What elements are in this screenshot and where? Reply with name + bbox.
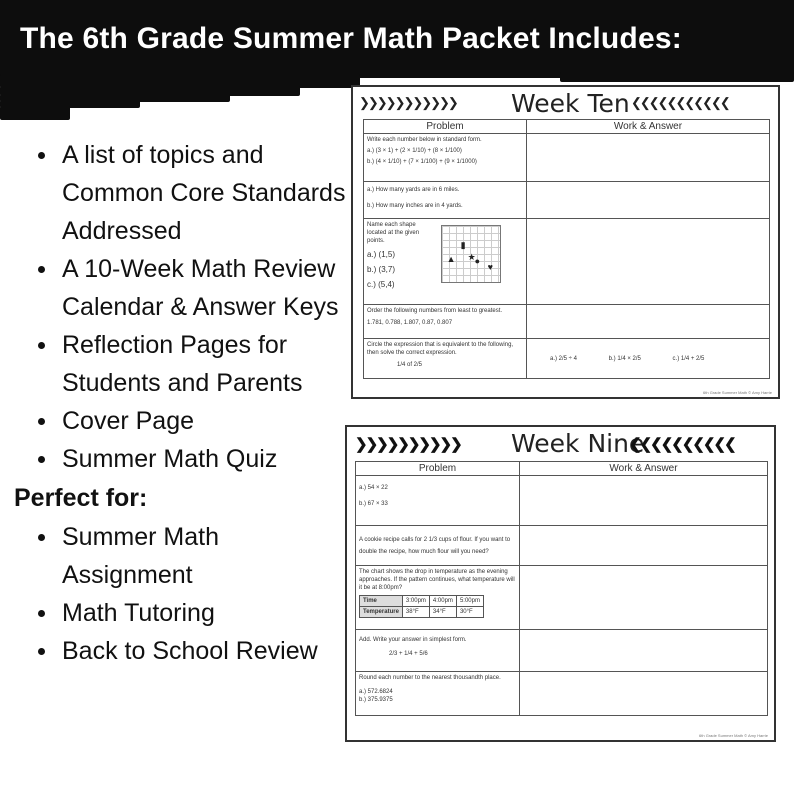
work-cell[interactable] [527,219,770,305]
problem-cell: Round each number to the nearest thousandth place. a.) 572.6824 b.) 375.9375 [356,672,520,716]
column-header-problem: Problem [356,462,520,476]
column-header-work: Work & Answer [527,120,770,134]
problem-cell: Name each shape located at the given points. a.) (1,5) b.) (3,7) c.) (5,4) ▲ ▮ ★ ● ♥ [364,219,527,305]
bullet-icon [38,266,45,273]
work-cell[interactable] [520,672,768,716]
worksheet-week-nine [345,425,776,742]
worksheet-header [347,427,774,461]
rectangle-icon: ▮ [460,240,466,250]
worksheet-title: Week Nine [511,429,645,458]
bullet-icon [38,418,45,425]
worksheet-title: Week Ten [511,89,630,118]
feature-list [16,136,351,670]
problem-cell: The chart shows the drop in temperature as the evening approaches. If the pattern continues, what temperature will it be at 8:00pm? Time 3:00pm 4:00pm 5:00pm Temperature 38°F 34°F 30°F [356,566,520,630]
bullet-icon [38,152,45,159]
list-item: Summer Math Assignment [16,518,351,594]
brush-stroke [0,106,70,120]
chevron-right-icon: ❯❯❯❯❯❯❯❯❯❯ [355,436,461,453]
list-item: Cover Page [16,402,351,440]
coordinate-grid [441,225,501,283]
problem-table [363,119,770,379]
bullet-icon [38,456,45,463]
bullet-icon [38,610,45,617]
problem-cell: Write each number below in standard form. a.) (3 × 1) + (2 × 1/10) + (8 × 1/100) b.) (4 × 1/10) + (7 × 1/100) + (9 × 1/1000) [364,134,527,182]
bullet-icon [38,534,45,541]
perfect-for-heading: Perfect for: [14,484,148,512]
list-item: Reflection Pages for Students and Parents [16,326,351,402]
list-item: A list of topics and Common Core Standards Addressed [16,136,351,250]
list-item: Summer Math Quiz [16,440,351,478]
work-cell[interactable] [520,566,768,630]
worksheet-footer: 6th Grade Summer Math © Amy Harrie [703,390,772,395]
worksheet-footer: 6th Grade Summer Math © Amy Harrie [699,733,768,738]
column-header-problem: Problem [364,120,527,134]
work-cell[interactable] [520,630,768,672]
list-item: Math Tutoring [16,594,351,632]
page-title: The 6th Grade Summer Math Packet Includes: [20,22,682,55]
worksheet-header [353,87,778,121]
work-cell[interactable] [527,134,770,182]
column-header-work: Work & Answer [520,462,768,476]
worksheet-week-ten [351,85,780,399]
problem-cell: Add. Write your answer in simplest form. 2/3 + 1/4 + 5/6 [356,630,520,672]
heart-icon: ♥ [487,262,494,272]
work-cell[interactable] [520,476,768,526]
triangle-icon: ▲ [446,254,456,264]
work-cell[interactable] [527,305,770,339]
work-cell[interactable]: a.) 2/5 ÷ 4 b.) 1/4 × 2/5 c.) 1/4 + 2/5 [527,339,770,379]
star-icon: ★ [467,252,476,262]
list-item: Back to School Review [16,632,351,670]
bullet-icon [38,342,45,349]
work-cell[interactable] [520,526,768,566]
chevron-right-icon: ❯❯❯❯❯❯❯❯❯❯❯ [359,95,457,110]
chevron-left-icon: ❮❮❮❮❮❮❮❮❮❮❮ [631,95,729,110]
bullet-icon [38,648,45,655]
problem-cell: Order the following numbers from least to greatest. 1.781, 0.788, 1.807, 0.87, 0.807 [364,305,527,339]
chevron-left-icon: ❮❮❮❮❮❮❮❮❮❮ [629,436,735,453]
work-cell[interactable] [527,182,770,219]
circle-icon: ● [474,256,481,266]
list-item: A 10-Week Math Review Calendar & Answer Keys [16,250,351,326]
problem-cell: Circle the expression that is equivalent to the following, then solve the correct expression. 1/4 of 2/5 [364,339,527,379]
brush-stroke [560,72,794,82]
problem-cell: a.) 54 × 22 b.) 67 × 33 [356,476,520,526]
problem-table [355,461,768,716]
problem-cell: A cookie recipe calls for 2 1/3 cups of flour. If you want to double the recipe, how much flour will you need? [356,526,520,566]
temperature-table: Time 3:00pm 4:00pm 5:00pm Temperature 38°F 34°F 30°F [359,595,484,618]
problem-cell: a.) How many yards are in 6 miles. b.) How many inches are in 4 yards. [364,182,527,219]
